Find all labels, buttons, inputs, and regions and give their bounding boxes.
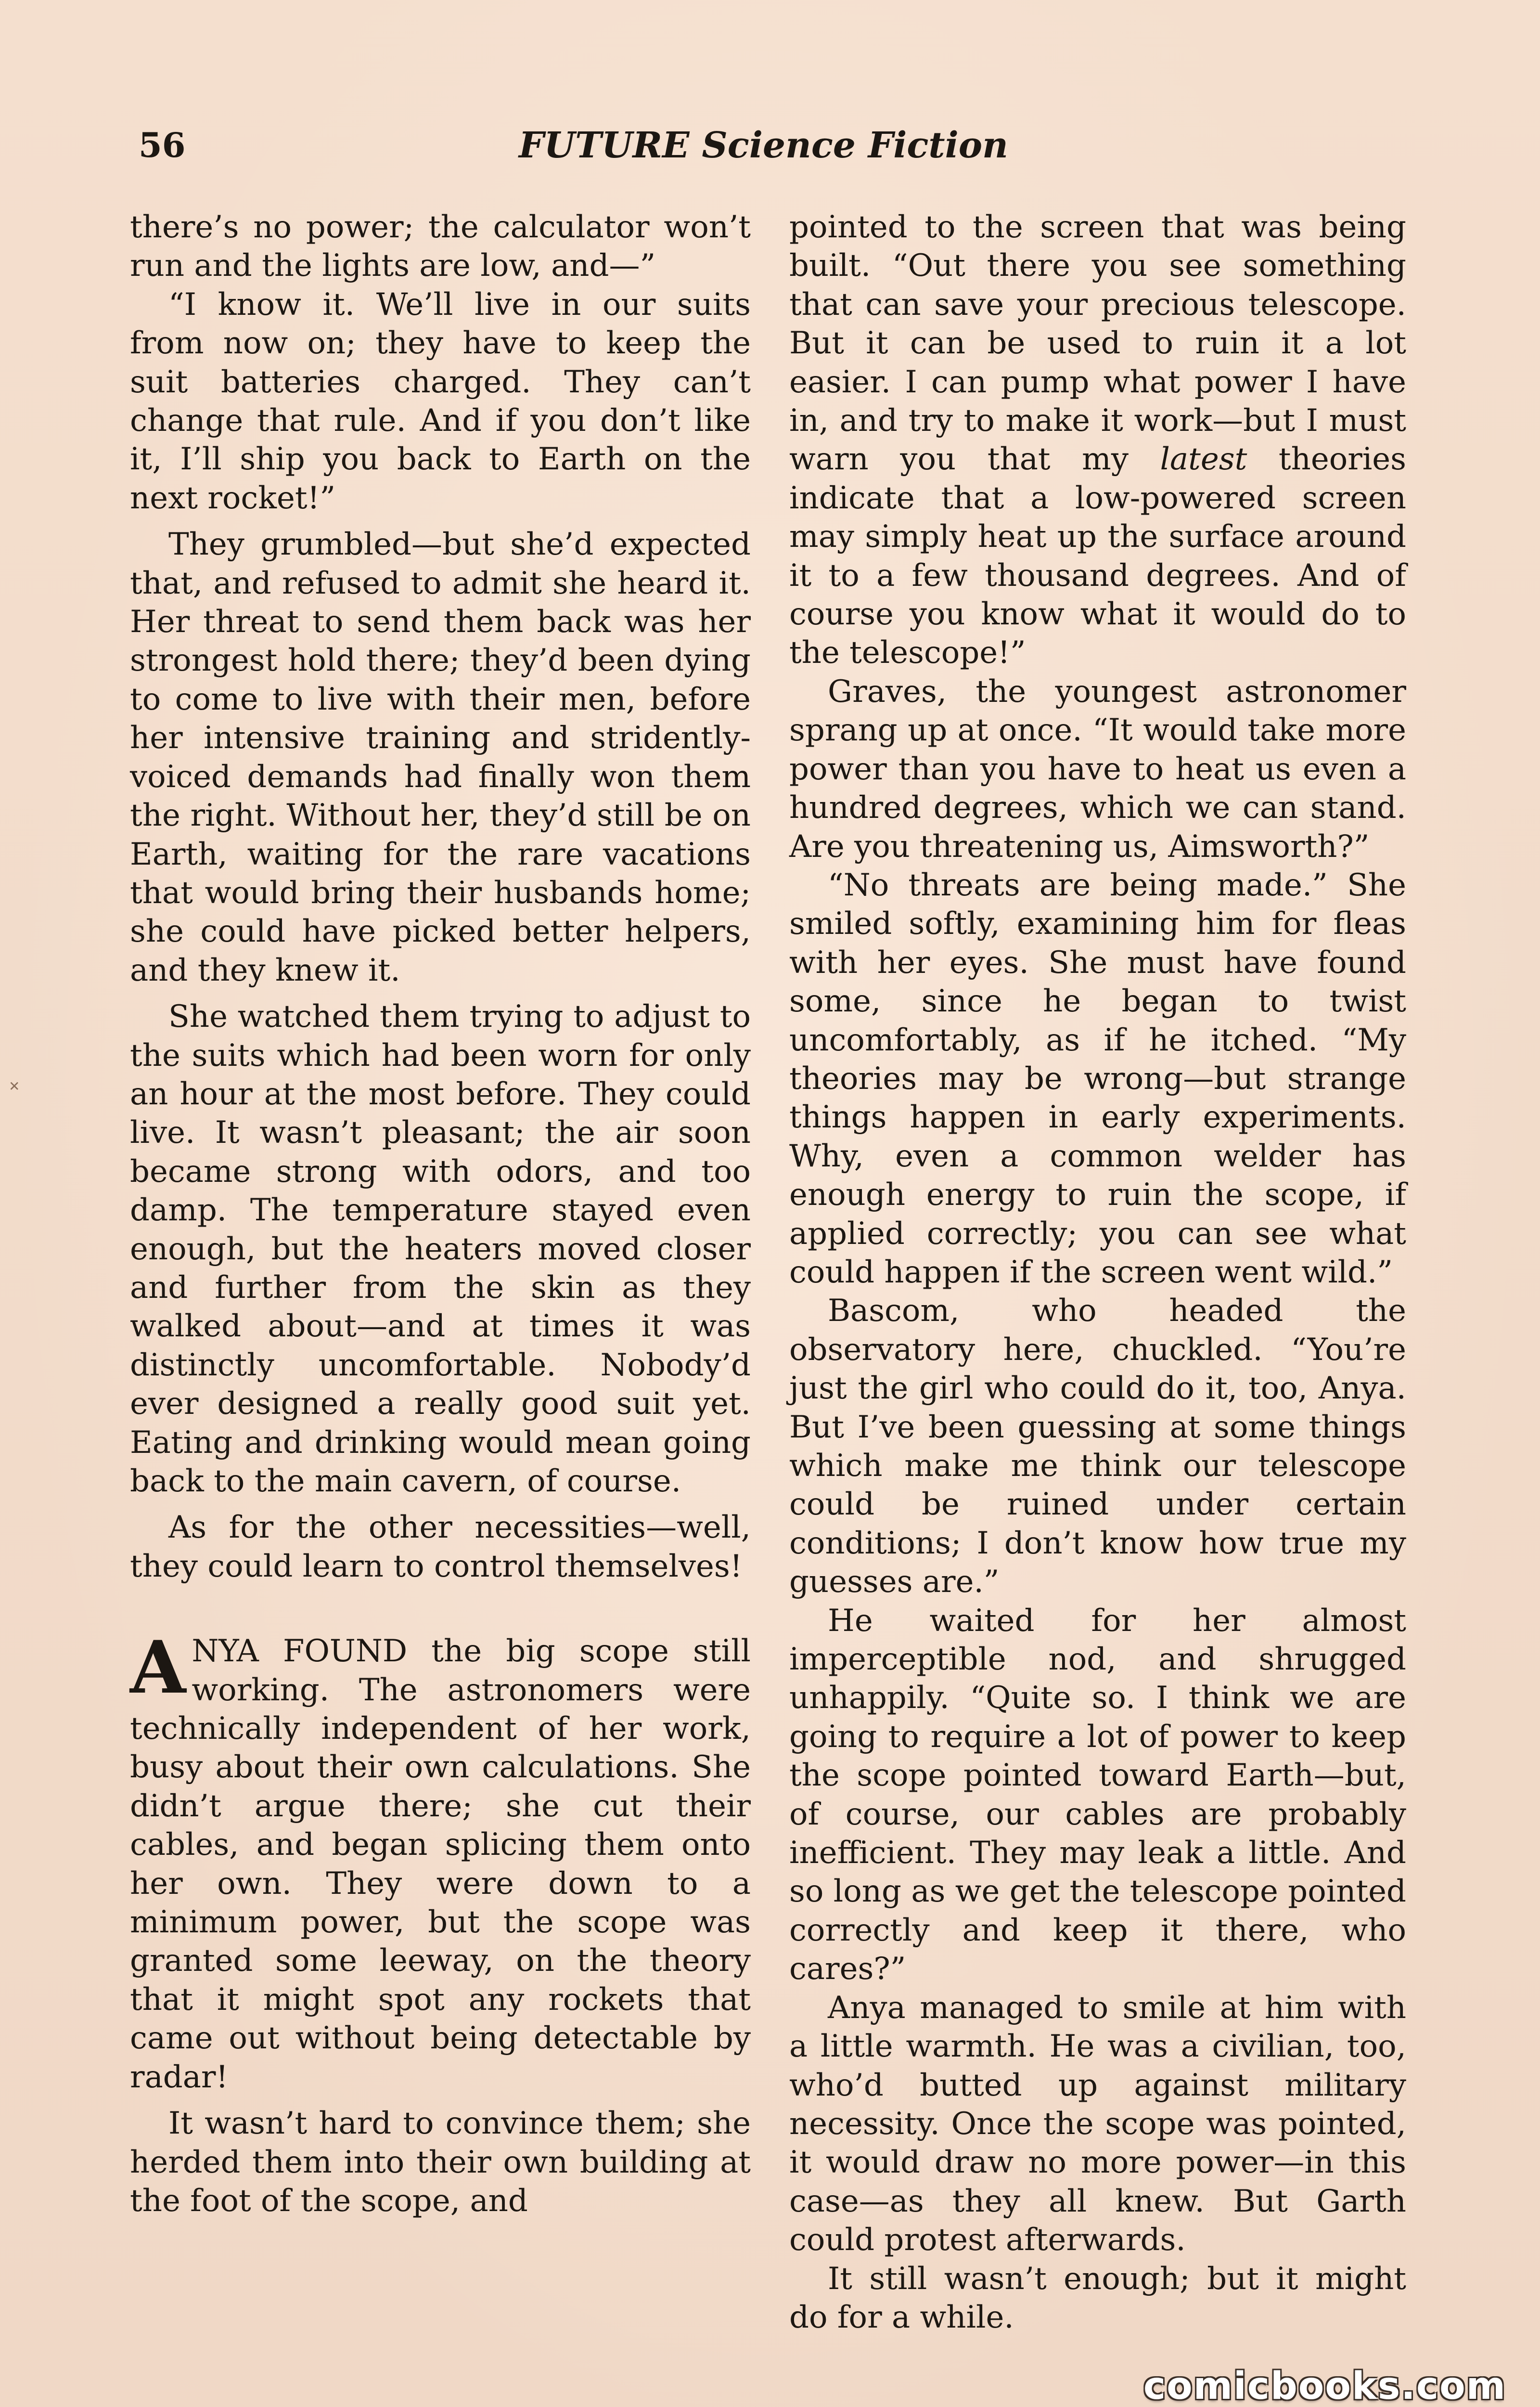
paragraph-text: pointed to the screen that was being built. “Out there you see something that can save your precious telescope. But it can be used to ruin it a lot easier. I can pump what power I have in, and try to make it work—but I must warn you that my — [789, 209, 1406, 478]
paragraph: It still wasn’t enough; but it might do for a while. — [789, 2261, 1406, 2335]
page-header — [139, 121, 1409, 169]
paragraph — [789, 208, 1406, 673]
emphasized-word: latest — [1160, 441, 1247, 478]
right-column — [789, 208, 1406, 2337]
paragraph: Graves, the youngest astronomer sprang up at once. “It would take more power than you have to heat us even a hundred degrees, which we can stand. Are you threatening us, Aimsworth?” — [789, 673, 1406, 865]
paragraph: As for the other necessities—well, they could learn to control themselves! — [130, 1510, 751, 1584]
paragraph: Anya managed to smile at him with a little warmth. He was a civilian, too, who’d butted up against military necessity. Once the scope was pointed, it would draw no more power—in this case—as they all knew. But Garth could protest afterwards. — [789, 1990, 1406, 2258]
paragraph-text: theories indicate that a low-powered screen may simply heat up the surface around it to a few thousand degrees. And of course you know what it would do to the telescope!” — [789, 441, 1407, 671]
page-number: 56 — [139, 125, 186, 165]
drop-cap: A — [130, 1625, 186, 1710]
paragraph: there’s no power; the calculator won’t run and the lights are low, and—” — [130, 209, 751, 284]
edge-mark: ✕ — [9, 1078, 20, 1094]
section-start-paragraph — [130, 1625, 751, 2096]
running-title: FUTURE Science Fiction — [519, 125, 1008, 166]
site-watermark: comicbooks.com — [1143, 2365, 1506, 2407]
paragraph: She watched them trying to adjust to the suits which had been worn for only an hour at the most before. They could live. It wasn’t pleasant; the air soon became strong with odors, and too damp. The temperature stayed even enough, but the heaters moved closer and further from the skin as they walked about—and at times it was distinctly uncomfortable. Nobody’d ever designed a really good suit yet. Eating and drinking would mean going back to the main cavern, of course. — [130, 999, 751, 1499]
paragraph: It wasn’t hard to convince them; she herded them into their own building at the foot of the scope, and — [130, 2106, 751, 2219]
paragraph-text: NYA FOUND the big scope still working. The astronomers were technically independent of her work, busy about their own calculations. She didn’t argue there; she cut their cables, and began splicing them onto her own. They were down to a minimum power, but the scope was granted some leeway, on the theory that it might spot any rockets that came out without being detectable by radar! — [130, 1633, 751, 2095]
paragraph: “I know it. We’ll live in our suits from now on; they have to keep the suit batteries charged. They can’t change that rule. And if you don’t like it, I’ll ship you back to Earth on the next rocket!” — [130, 286, 751, 516]
paragraph: He waited for her almost imperceptible nod, and shrugged unhappily. “Quite so. I think we are going to require a lot of power to keep the scope pointed toward Earth—but, of course, our cables are probably inefficient. They may leak a little. And so long as we get the telescope pointed correctly and keep it there, who cares?” — [789, 1603, 1406, 1987]
paragraph: “No threats are being made.” She smiled softly, examining him for fleas with her eyes. She must have found some, since he began to twist uncomfortably, as if he itched. “My theories may be wrong—but strange things happen in early experiments. Why, even a common welder has enough energy to ruin the scope, if applied correctly; you can see what could happen if the screen went wild.” — [789, 867, 1406, 1290]
paragraph: They grumbled—but she’d expected that, and refused to admit she heard it. Her threat to send them back was her strongest hold there; they’d been dying to come to live with their men, before her intensive training and stridently-voiced demands had finally won them the right. Without her, they’d still be on Earth, waiting for the rare vacations that would bring their husbands home; she could have picked better helpers, and they knew it. — [130, 527, 751, 988]
left-column — [130, 208, 751, 2220]
paragraph: Bascom, who headed the observatory here, chuckled. “You’re just the girl who could do it, too, Anya. But I’ve been guessing at some things which make me think our telescope could be ruined under certain conditions; I don’t know how true my guesses are.” — [789, 1293, 1406, 1600]
